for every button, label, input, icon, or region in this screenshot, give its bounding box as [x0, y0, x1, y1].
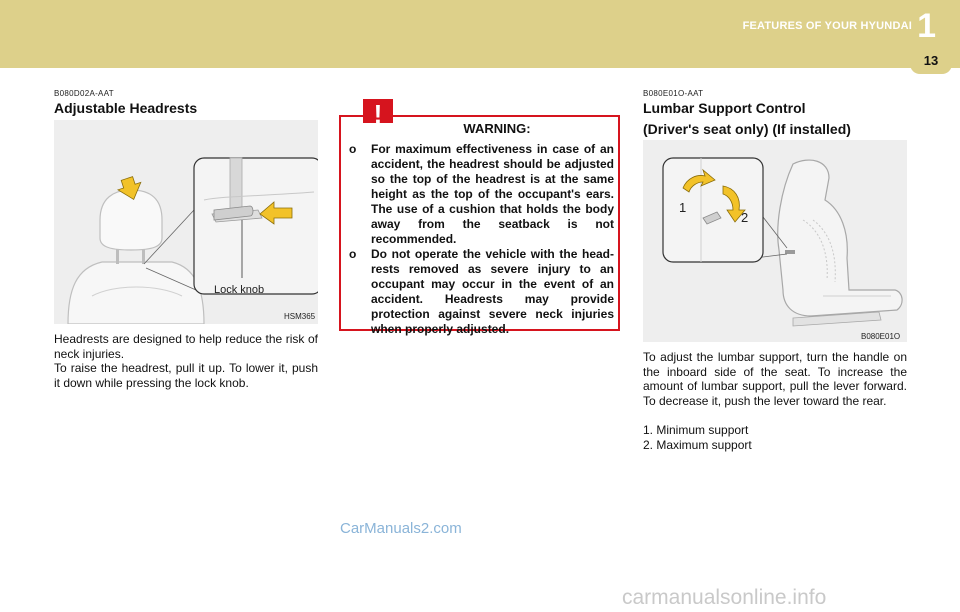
- headrest-figure: [54, 120, 318, 324]
- list-item: 1. Minimum support: [643, 422, 749, 437]
- figure-label-2: 2: [741, 210, 749, 225]
- warning-title: WARNING:: [463, 121, 531, 136]
- lumbar-seat-illustration: [643, 140, 907, 342]
- figure-code: B080E01O: [861, 332, 901, 341]
- list-item: 2. Maximum support: [643, 437, 752, 452]
- header-band: [0, 0, 960, 68]
- chapter-title: FEATURES OF YOUR HYUNDAI: [742, 20, 912, 32]
- lock-knob-callout: Lock knob: [214, 284, 265, 296]
- section-title: Adjustable Headrests: [54, 100, 198, 116]
- warning-item: o For maximum effectiveness in case of an accident, the headrest should be adjusted so the top of the headrest is at the same height as the top of the occupant's ears. The use of a cushion that holds the body away from the seatback is not recommended.: [349, 142, 614, 246]
- warning-box: [339, 99, 620, 336]
- warning-header: [341, 99, 618, 139]
- lumbar-figure: [643, 140, 907, 342]
- figure-code: HSM365: [284, 312, 316, 321]
- figure-label-1: 1: [679, 200, 687, 215]
- watermark-link[interactable]: CarManuals2.com: [340, 520, 462, 537]
- section-code: B080D02A-AAT: [54, 89, 114, 98]
- section-title: Lumbar Support Control: [643, 100, 806, 116]
- body-paragraph: To adjust the lumbar support, turn the handle on the inboard side of the seat. To increase the amount of lumbar support, pull the lever forward. To decrease it, push the lever toward the rear.: [643, 350, 907, 408]
- section-subtitle: (Driver's seat only) (If installed): [643, 121, 851, 137]
- body-paragraph: To raise the headrest, pull it up. To lower it, push it down while pressing the lock knob.: [54, 361, 318, 390]
- watermark-footer: carmanualsonline.info: [622, 586, 827, 609]
- page-number: 13: [910, 48, 952, 74]
- bullet: o: [349, 142, 357, 156]
- lumbar-description: [643, 350, 907, 452]
- warning-symbol: !: [373, 99, 383, 129]
- warning-list: [347, 142, 614, 337]
- headrest-illustration: [54, 120, 318, 324]
- section-code: B080E01O-AAT: [643, 89, 704, 98]
- bullet: o: [349, 247, 357, 261]
- headrest-description: [54, 332, 318, 390]
- body-paragraph: Headrests are designed to help reduce the risk of neck injuries.: [54, 332, 318, 361]
- chapter-number: 1: [917, 7, 936, 45]
- warning-item: o Do not operate the vehicle with the head-rests removed as severe injury to an occupant may occur in the event of an accident. Headrests may provide protection against severe neck injuries when properly adjusted.: [349, 247, 614, 336]
